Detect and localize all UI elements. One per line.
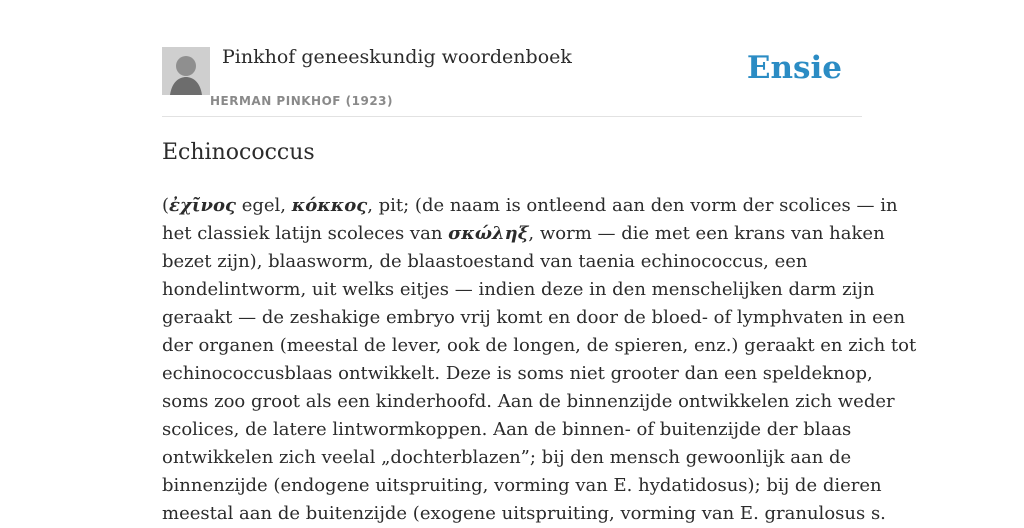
- entry-text-line: [162, 220, 885, 248]
- avatar[interactable]: [162, 47, 210, 95]
- entry-text-line: [162, 416, 862, 444]
- entry-text-line: [162, 500, 886, 528]
- entry-text: , pit; (de naam is ontleend aan den vorm der scolices — in: [367, 195, 898, 216]
- entry-text: scolices, de latere lintwormkoppen. Aan de binnen- of buitenzijde der blaas: [162, 419, 852, 440]
- entry-text: meestal aan de buitenzijde (exogene uitspruiting, vorming van E. granulosus s.: [162, 503, 886, 524]
- entry-text: hondelintworm, uit welks eitjes — indien deze in den menschelijken darm zijn: [162, 279, 875, 300]
- entry-title: Echinococcus: [162, 140, 315, 165]
- entry-text: bezet zijn), blaasworm, de blaastoestand van taenia echinococcus, een: [162, 251, 808, 272]
- entry-text-line: [162, 388, 895, 416]
- author-name[interactable]: HERMAN PINKHOF (1923): [210, 94, 394, 108]
- entry-text-line: [162, 276, 875, 304]
- entry-text-line: [162, 332, 917, 360]
- entry-text-line: [162, 444, 862, 472]
- entry-text: geraakt — de zeshakige embryo vrij komt en door de bloed- of lymphvaten in een: [162, 307, 906, 328]
- entry-text-line: [162, 360, 873, 388]
- author-portrait-icon: [162, 47, 210, 95]
- entry-text: echinococcusblaas ontwikkelt. Deze is soms niet grooter dan een speldeknop,: [162, 363, 873, 384]
- entry-text: soms zoo groot als een kinderhoofd. Aan de binnenzijde ontwikkelen zich weder: [162, 391, 895, 412]
- entry-text: ontwikkelen zich veelal „dochterblazen”; bij den mensch gewoonlijk aan de: [162, 447, 852, 468]
- entry-text: , worm — die met een krans van haken: [528, 223, 885, 244]
- entry-body: [162, 192, 917, 528]
- entry-text: het classiek latijn scoleces van: [162, 223, 449, 244]
- greek-term: κόκκος: [291, 195, 368, 216]
- entry-text-line: [162, 248, 862, 276]
- greek-term: ἐχῖνος: [169, 195, 236, 216]
- entry-text: egel,: [235, 195, 292, 216]
- entry-text: binnenzijde (endogene uitspruiting, vorming van E. hydatidosus); bij de dieren: [162, 475, 882, 496]
- entry-text: (: [162, 195, 170, 216]
- greek-term: σκώληξ: [448, 223, 529, 244]
- brand-logo[interactable]: Ensie: [746, 50, 842, 86]
- source-title[interactable]: Pinkhof geneeskundig woordenboek: [222, 46, 572, 68]
- source-header: [162, 44, 862, 117]
- entry-text-line: [162, 472, 882, 500]
- entry-text-line: [162, 192, 898, 220]
- entry-text: der organen (meestal de lever, ook de longen, de spieren, enz.) geraakt en zich tot: [162, 335, 917, 356]
- entry-text-line: [162, 304, 906, 332]
